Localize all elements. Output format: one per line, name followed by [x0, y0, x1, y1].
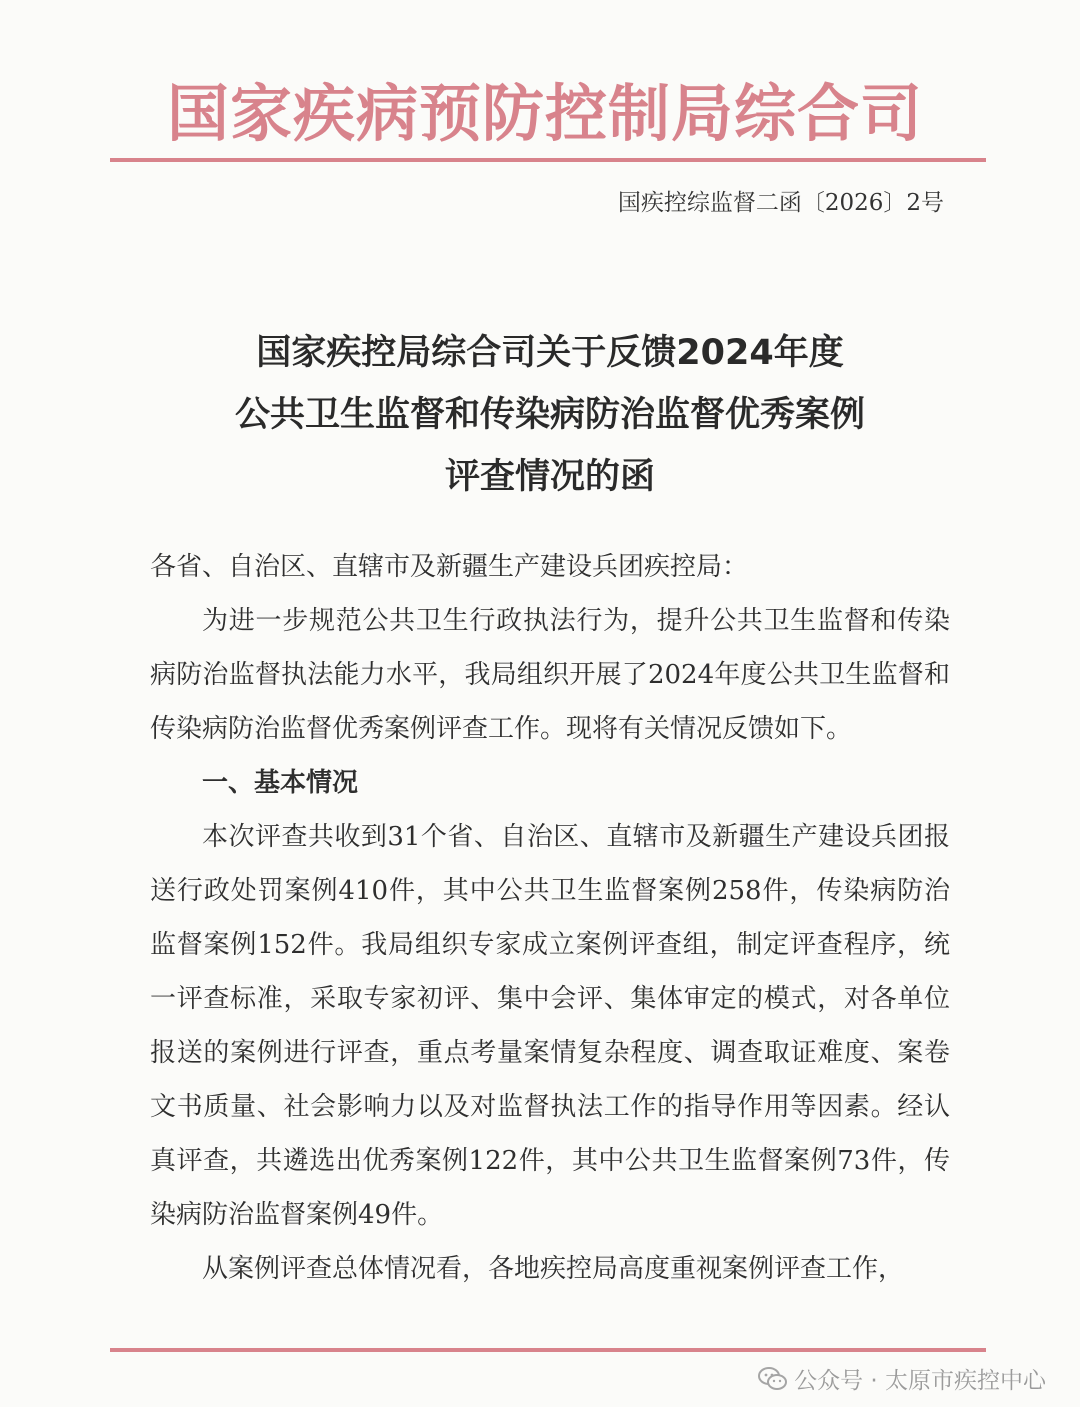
paragraph-basic-situation: 本次评查共收到31个省、自治区、直辖市及新疆生产建设兵团报送行政处罚案例410件，其中公共卫生监督案例258件，传染病防治监督案例152件。我局组织专家成立案例评查组，制定评查程序，统一评查标准，采取专家初评、集中会评、集体审定的模式，对各单位报送的案例进行评查，重点考量案情复杂程度、调查取证难度、案卷文书质量、社会影响力以及对监督执法工作的指导作用等因素。经认真评查，共遴选出优秀案例122件，其中公共卫生监督案例73件，传染病防治监督案例49件。: [150, 822, 950, 1230]
title-line-3: 评查情况的函: [444, 457, 655, 497]
document-number: 国疾控综监督二函〔2026〕2号: [617, 190, 944, 216]
salutation: 各省、自治区、直辖市及新疆生产建设兵团疾控局：: [150, 552, 749, 582]
paragraph-intro: 为进一步规范公共卫生行政执法行为，提升公共卫生监督和传染病防治监督执法能力水平，我局组织开展了2024年度公共卫生监督和传染病防治监督优秀案例评查工作。现将有关情况反馈如下。: [150, 606, 950, 744]
watermark-text: 公众号 · 太原市疾控中心: [794, 1368, 1046, 1394]
title-line-2: 公共卫生监督和传染病防治监督优秀案例: [234, 395, 865, 435]
letterhead-divider: [110, 158, 986, 162]
document-title: [150, 322, 950, 508]
wechat-icon: [758, 1366, 788, 1392]
watermark: [758, 1362, 1046, 1395]
title-line-1: 国家疾控局综合司关于反馈2024年度: [256, 333, 844, 373]
section-heading-basic-situation: 一、基本情况: [202, 768, 359, 798]
document-body: [150, 540, 950, 1296]
paragraph-overall: 从案例评查总体情况看，各地疾控局高度重视案例评查工作，: [202, 1254, 905, 1284]
letterhead-issuer: 国家疾病预防控制局综合司: [166, 77, 923, 150]
footer-divider: [110, 1348, 986, 1352]
